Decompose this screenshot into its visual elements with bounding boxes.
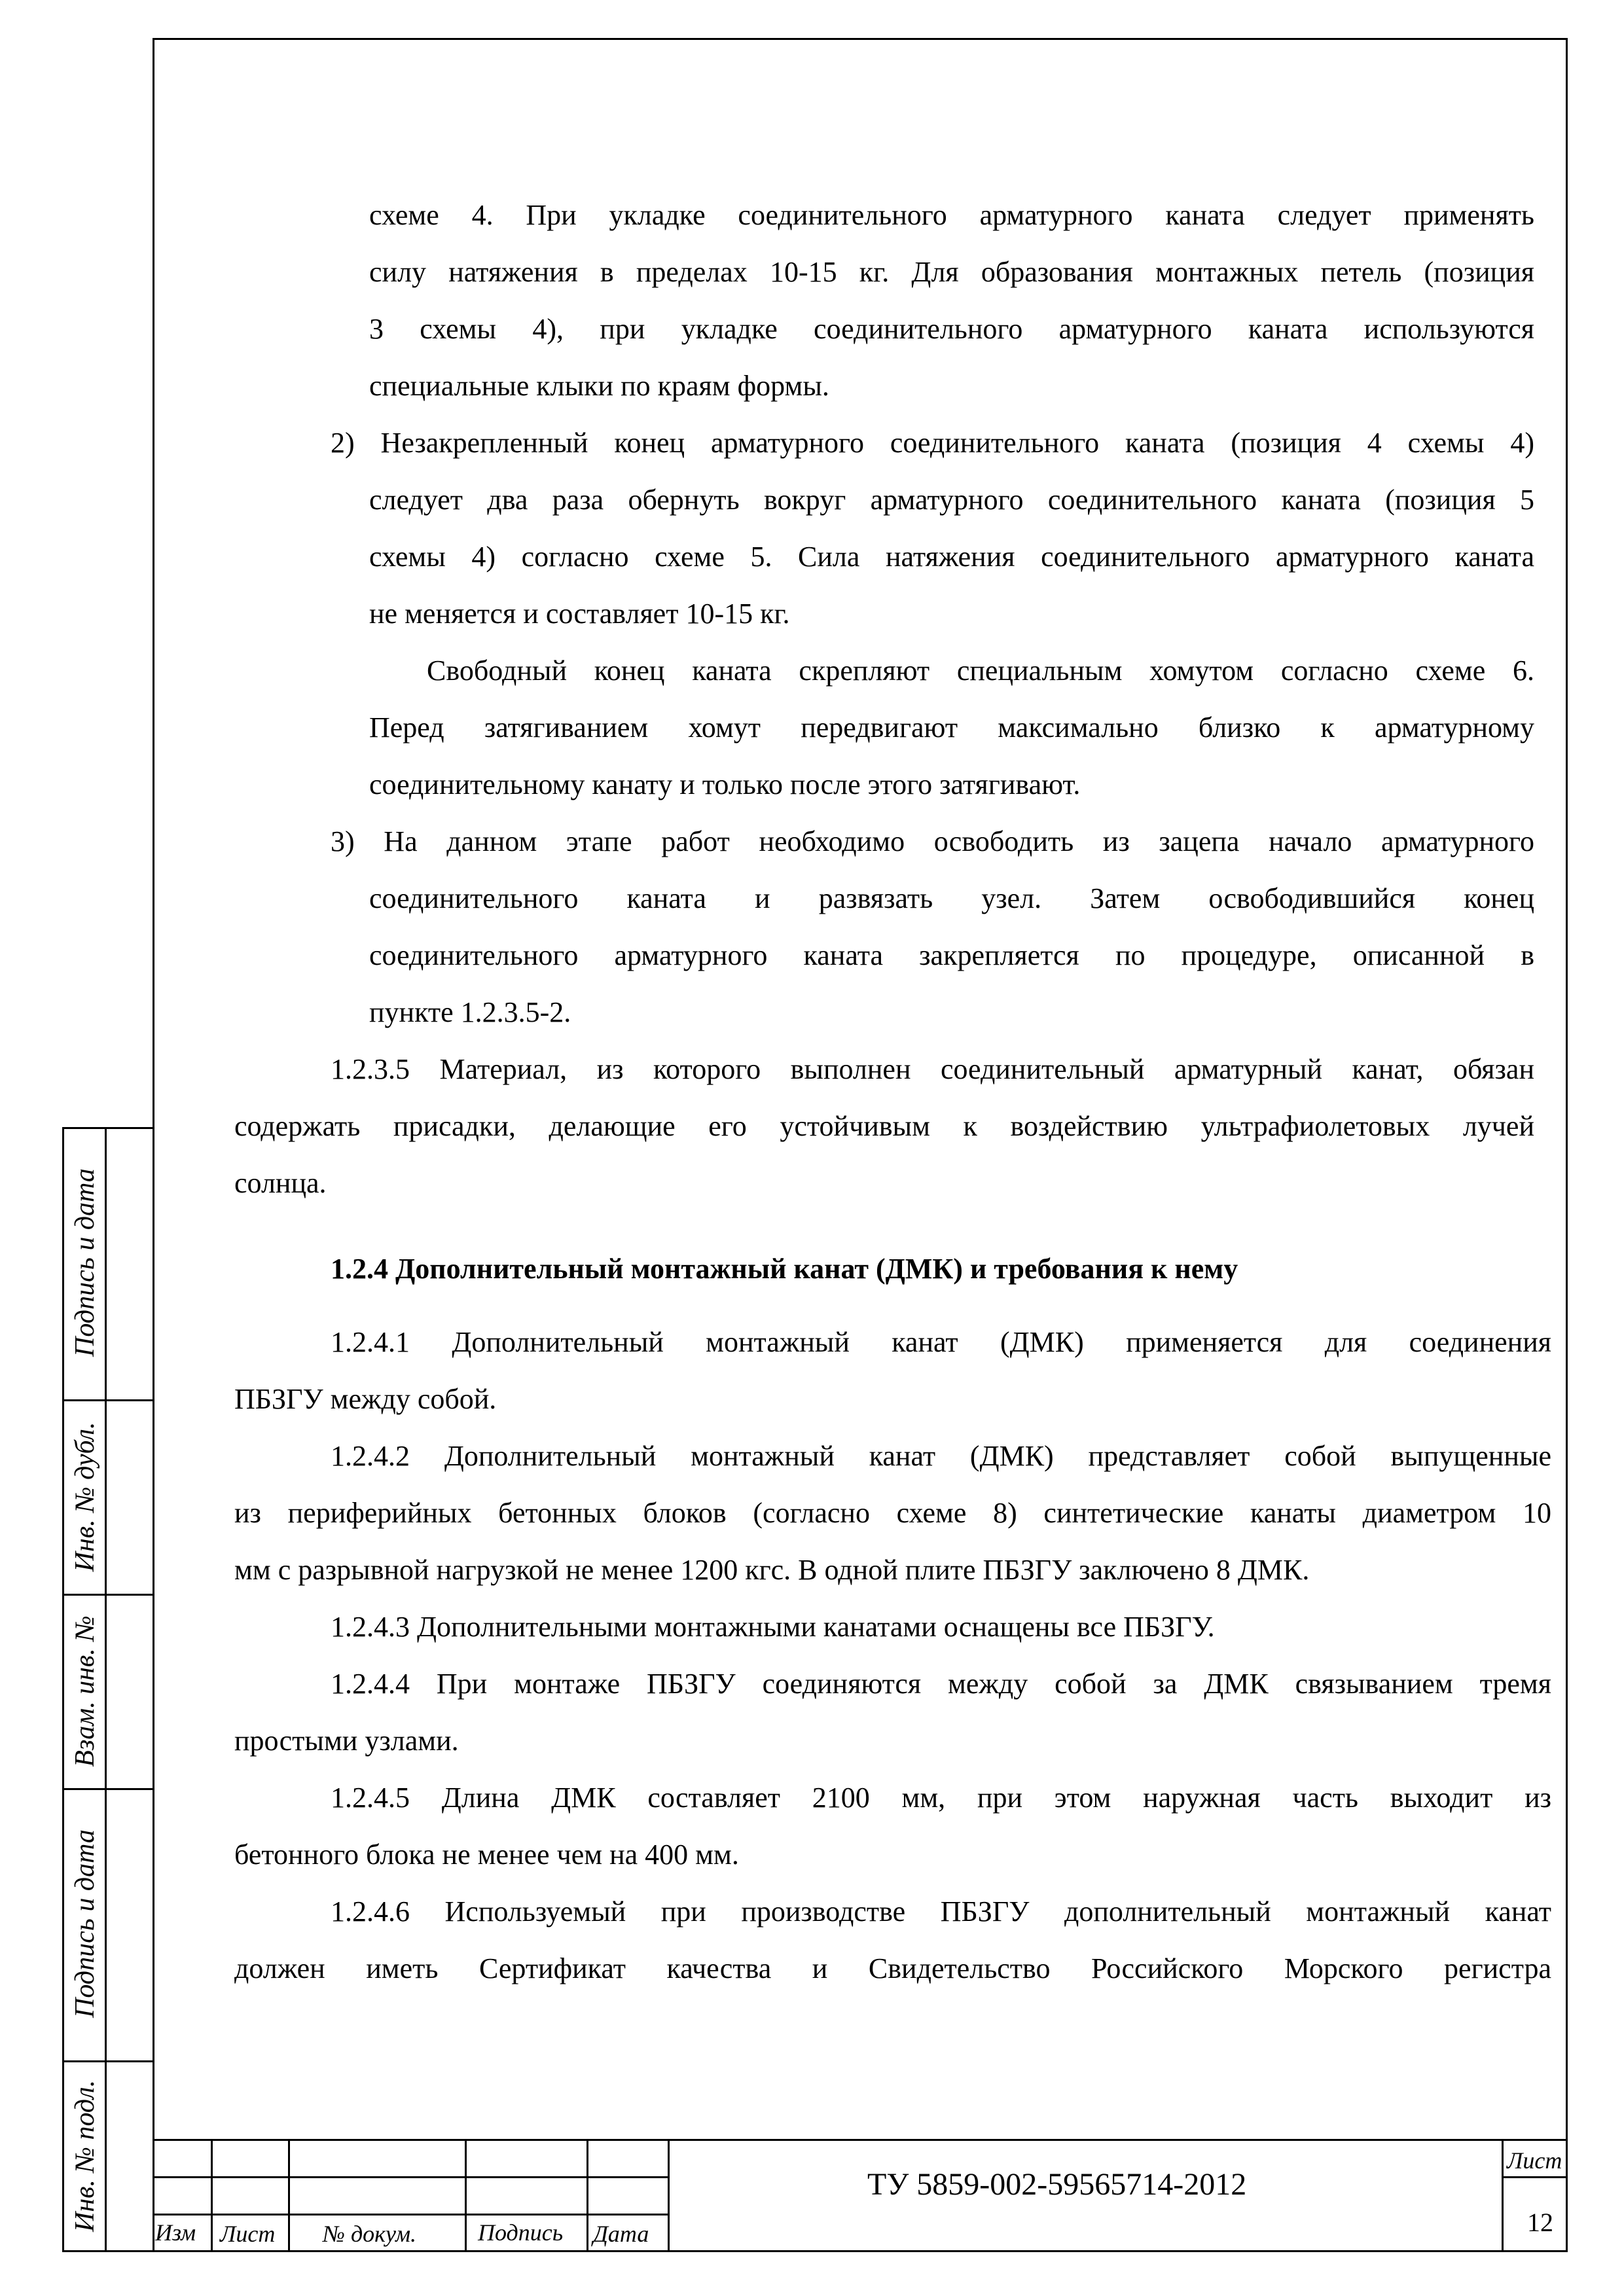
title-block-row-line (153, 2214, 670, 2215)
paragraph-line: простыми узлами. (234, 1725, 459, 1757)
side-label-podpis-data-1: Подпись и дата (70, 1168, 100, 1357)
paragraph-line: Перед затягиванием хомут передвигают максимально близко к арматурному (369, 711, 1534, 744)
title-block-top-border (153, 2139, 1568, 2141)
paragraph-line: из периферийных бетонных блоков (согласно схеме 8) синтетические канаты диаметром 10 (234, 1497, 1551, 1529)
paragraph-line: схеме 4. При укладке соединительного арматурного каната следует применять (369, 199, 1534, 231)
label-data: Дата (593, 2221, 649, 2247)
paragraph-line: содержать присадки, делающие его устойчивым к воздействию ультрафиолетовых лучей (234, 1110, 1534, 1142)
title-block-col-line (586, 2139, 588, 2252)
paragraph-line: должен иметь Сертификат качества и Свидетельство Российского Морского регистра (234, 1952, 1551, 1984)
paragraph-line: 1.2.4.6 Используемый при производстве ПБЗГУ дополнительный монтажный канат (331, 1895, 1551, 1928)
side-label-inv-dubl: Инв. № дубл. (70, 1422, 100, 1572)
paragraph-line: бетонного блока не менее чем на 400 мм. (234, 1839, 739, 1871)
side-label-inv-podl: Инв. № подл. (70, 2080, 100, 2233)
paragraph-line: 1.2.3.5 Материал, из которого выполнен соединительный арматурный канат, обязан (331, 1053, 1534, 1085)
label-podpis: Подпись (478, 2219, 564, 2246)
paragraph-line: 1.2.4.5 Длина ДМК составляет 2100 мм, при этом наружная часть выходит из (331, 1782, 1551, 1814)
title-block-col-line (288, 2139, 290, 2252)
paragraph-line: солнца. (234, 1167, 327, 1199)
paragraph-line: 1.2.4.2 Дополнительный монтажный канат (ДМК) представляет собой выпущенные (331, 1440, 1551, 1472)
paragraph-line: 3 схемы 4), при укладке соединительного арматурного каната используются (369, 313, 1534, 345)
paragraph-line: соединительного арматурного каната закрепляется по процедуре, описанной в (369, 939, 1534, 971)
paragraph-line: схемы 4) согласно схеме 5. Сила натяжения соединительного арматурного каната (369, 541, 1534, 573)
sheet-label: Лист (1507, 2147, 1562, 2174)
paragraph-line: соединительного каната и развязать узел. Затем освободившийся конец (369, 882, 1534, 914)
side-stamp-divider (105, 1127, 107, 2252)
paragraph-line: пункте 1.2.3.5-2. (369, 996, 571, 1028)
title-block-col-line (1502, 2139, 1504, 2252)
label-list: Лист (220, 2221, 276, 2247)
title-block-col-line (211, 2139, 213, 2252)
label-n-dokum: № докум. (323, 2221, 417, 2247)
sheet-number: 12 (1527, 2208, 1553, 2237)
paragraph-line: 1.2.4.4 При монтаже ПБЗГУ соединяются между собой за ДМК связыванием тремя (331, 1668, 1551, 1700)
paragraph-line: силу натяжения в пределах 10-15 кг. Для образования монтажных петель (позиция (369, 256, 1534, 288)
paragraph-line: следует два раза обернуть вокруг арматурного соединительного каната (позиция 5 (369, 484, 1534, 516)
side-label-podpis-data-2: Подпись и дата (70, 1829, 100, 2018)
list-item-3: 3) На данном этапе работ необходимо освободить из зацепа начало арматурного (331, 825, 1534, 857)
paragraph-line: специальные клыки по краям формы. (369, 370, 829, 402)
list-item-2: 2) Незакрепленный конец арматурного соединительного каната (позиция 4 схемы 4) (331, 427, 1534, 459)
paragraph-line: ПБЗГУ между собой. (234, 1383, 497, 1415)
paragraph-line: соединительному канату и только после этого затягивают. (369, 768, 1081, 800)
title-block-col-line (668, 2139, 670, 2252)
paragraph-line: Свободный конец каната скрепляют специальным хомутом согласно схеме 6. (427, 655, 1534, 687)
paragraph-line: 1.2.4.1 Дополнительный монтажный канат (ДМК) применяется для соединения (331, 1326, 1551, 1358)
side-label-vzam-inv: Взам. инв. № (70, 1615, 100, 1767)
title-block-row-line (153, 2176, 670, 2178)
paragraph-line: 1.2.4.3 Дополнительными монтажными канатами оснащены все ПБЗГУ. (331, 1611, 1215, 1643)
title-block-row-line (1502, 2176, 1568, 2178)
paragraph-line: мм с разрывной нагрузкой не менее 1200 кгс. В одной плите ПБЗГУ заключено 8 ДМК. (234, 1554, 1310, 1586)
paragraph-line: не меняется и составляет 10-15 кг. (369, 598, 790, 630)
title-block-col-line (465, 2139, 467, 2252)
document-code: ТУ 5859-002-59565714-2012 (867, 2167, 1247, 2202)
label-izm: Изм (155, 2219, 196, 2246)
section-heading: 1.2.4 Дополнительный монтажный канат (ДМК) и требования к нему (331, 1253, 1238, 1285)
